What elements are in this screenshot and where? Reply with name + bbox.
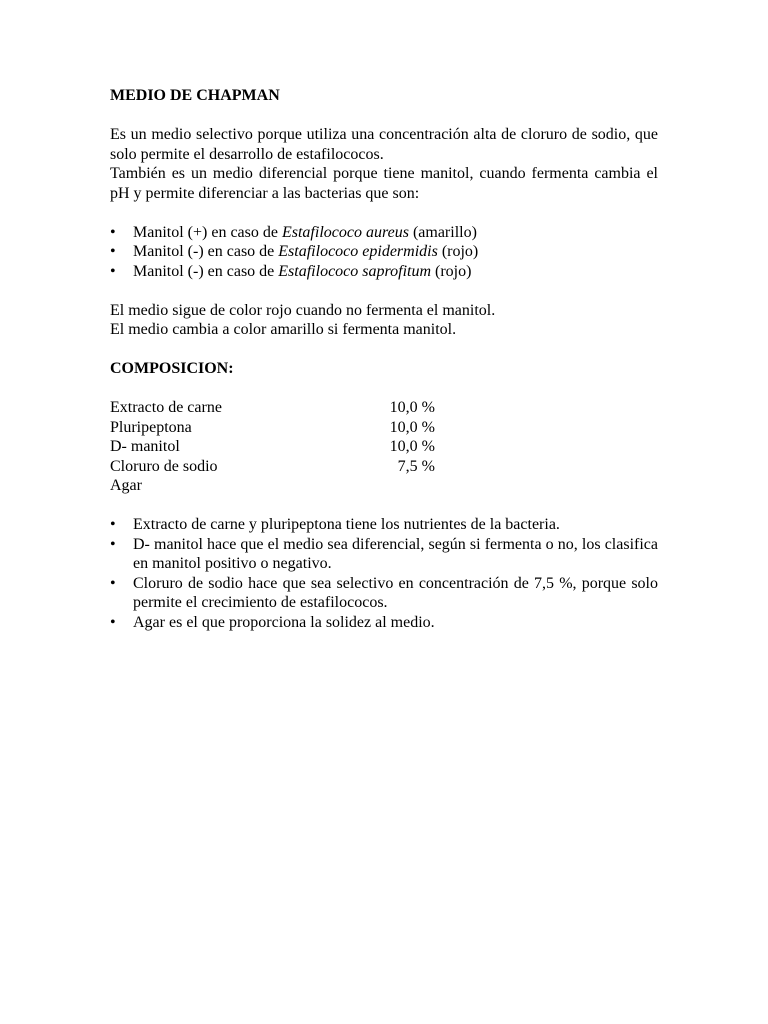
spacer [110, 340, 658, 360]
species-suffix: (amarillo) [408, 223, 477, 241]
composition-table [110, 398, 658, 496]
bullet-icon: • [110, 516, 116, 533]
ingredient-name: Agar [110, 477, 142, 494]
bullet-icon: • [110, 613, 116, 631]
table-row [110, 437, 658, 457]
species-name: Estafilococo aureus [281, 223, 409, 241]
explanation-text: Agar es el que proporciona la solidez al medio. [133, 613, 435, 631]
ingredient-name: Extracto de carne [110, 399, 222, 416]
list-item [110, 242, 658, 262]
spacer [110, 203, 658, 223]
color-note-red: El medio sigue de color rojo cuando no fermenta el manitol. [110, 301, 496, 319]
list-item [110, 223, 658, 243]
table-row [110, 398, 658, 418]
bullet-icon: • [110, 223, 116, 241]
ingredient-value: 10,0 % [389, 399, 435, 416]
explanation-text: Extracto de carne y pluripeptona tiene los nutrientes de la bacteria. [133, 516, 560, 533]
spacer [110, 106, 658, 126]
species-list [110, 223, 658, 282]
document-page [110, 86, 658, 632]
bullet-icon: • [110, 574, 116, 592]
species-prefix: Manitol (+) en caso de [133, 223, 282, 241]
species-name: Estafilococo epidermidis [278, 243, 438, 260]
table-row [110, 476, 658, 496]
ingredient-name: Pluripeptona [110, 418, 192, 436]
spacer [110, 496, 658, 516]
species-suffix: (rojo) [431, 262, 472, 280]
list-item [110, 535, 658, 574]
spacer [110, 281, 658, 301]
composition-heading: COMPOSICION: [110, 360, 234, 377]
species-name: Estafilococo saprofitum [278, 262, 432, 280]
color-note-yellow: El medio cambia a color amarillo si fermenta manitol. [110, 321, 457, 338]
ingredient-value: 10,0 % [389, 438, 435, 455]
bullet-icon: • [110, 535, 116, 553]
spacer [110, 379, 658, 399]
ingredient-value: 7,5 % [397, 457, 435, 475]
list-item [110, 262, 658, 282]
species-suffix: (rojo) [437, 243, 479, 260]
list-item [110, 515, 658, 535]
table-row [110, 418, 658, 438]
intro-differential: También es un medio diferencial porque tiene manitol, cuando fermenta cambia el pH y permite diferenciar a las bacterias que son: [110, 165, 658, 202]
document-title: MEDIO DE CHAPMAN [110, 87, 280, 104]
explanation-text: D- manitol hace que el medio sea diferencial, según si fermenta o no, los clasifica en manitol positivo o negativo. [133, 535, 658, 572]
table-row [110, 457, 658, 477]
species-prefix: Manitol (-) en caso de [133, 262, 279, 280]
bullet-icon: • [110, 243, 116, 260]
bullet-icon: • [110, 262, 116, 280]
ingredient-value [340, 476, 435, 496]
explanation-text: Cloruro de sodio hace que sea selectivo en concentración de 7,5 %, porque solo permite el crecimiento de estafilococos. [133, 574, 658, 611]
ingredient-value: 10,0 % [389, 418, 435, 436]
intro-selective: Es un medio selectivo porque utiliza una concentración alta de cloruro de sodio, que solo permite el desarrollo de estafilococos. [110, 126, 658, 163]
ingredient-name: D- manitol [110, 438, 180, 455]
species-prefix: Manitol (-) en caso de [133, 243, 279, 260]
list-item [110, 613, 658, 633]
ingredient-name: Cloruro de sodio [110, 457, 218, 475]
explanation-list [110, 515, 658, 632]
list-item [110, 574, 658, 613]
